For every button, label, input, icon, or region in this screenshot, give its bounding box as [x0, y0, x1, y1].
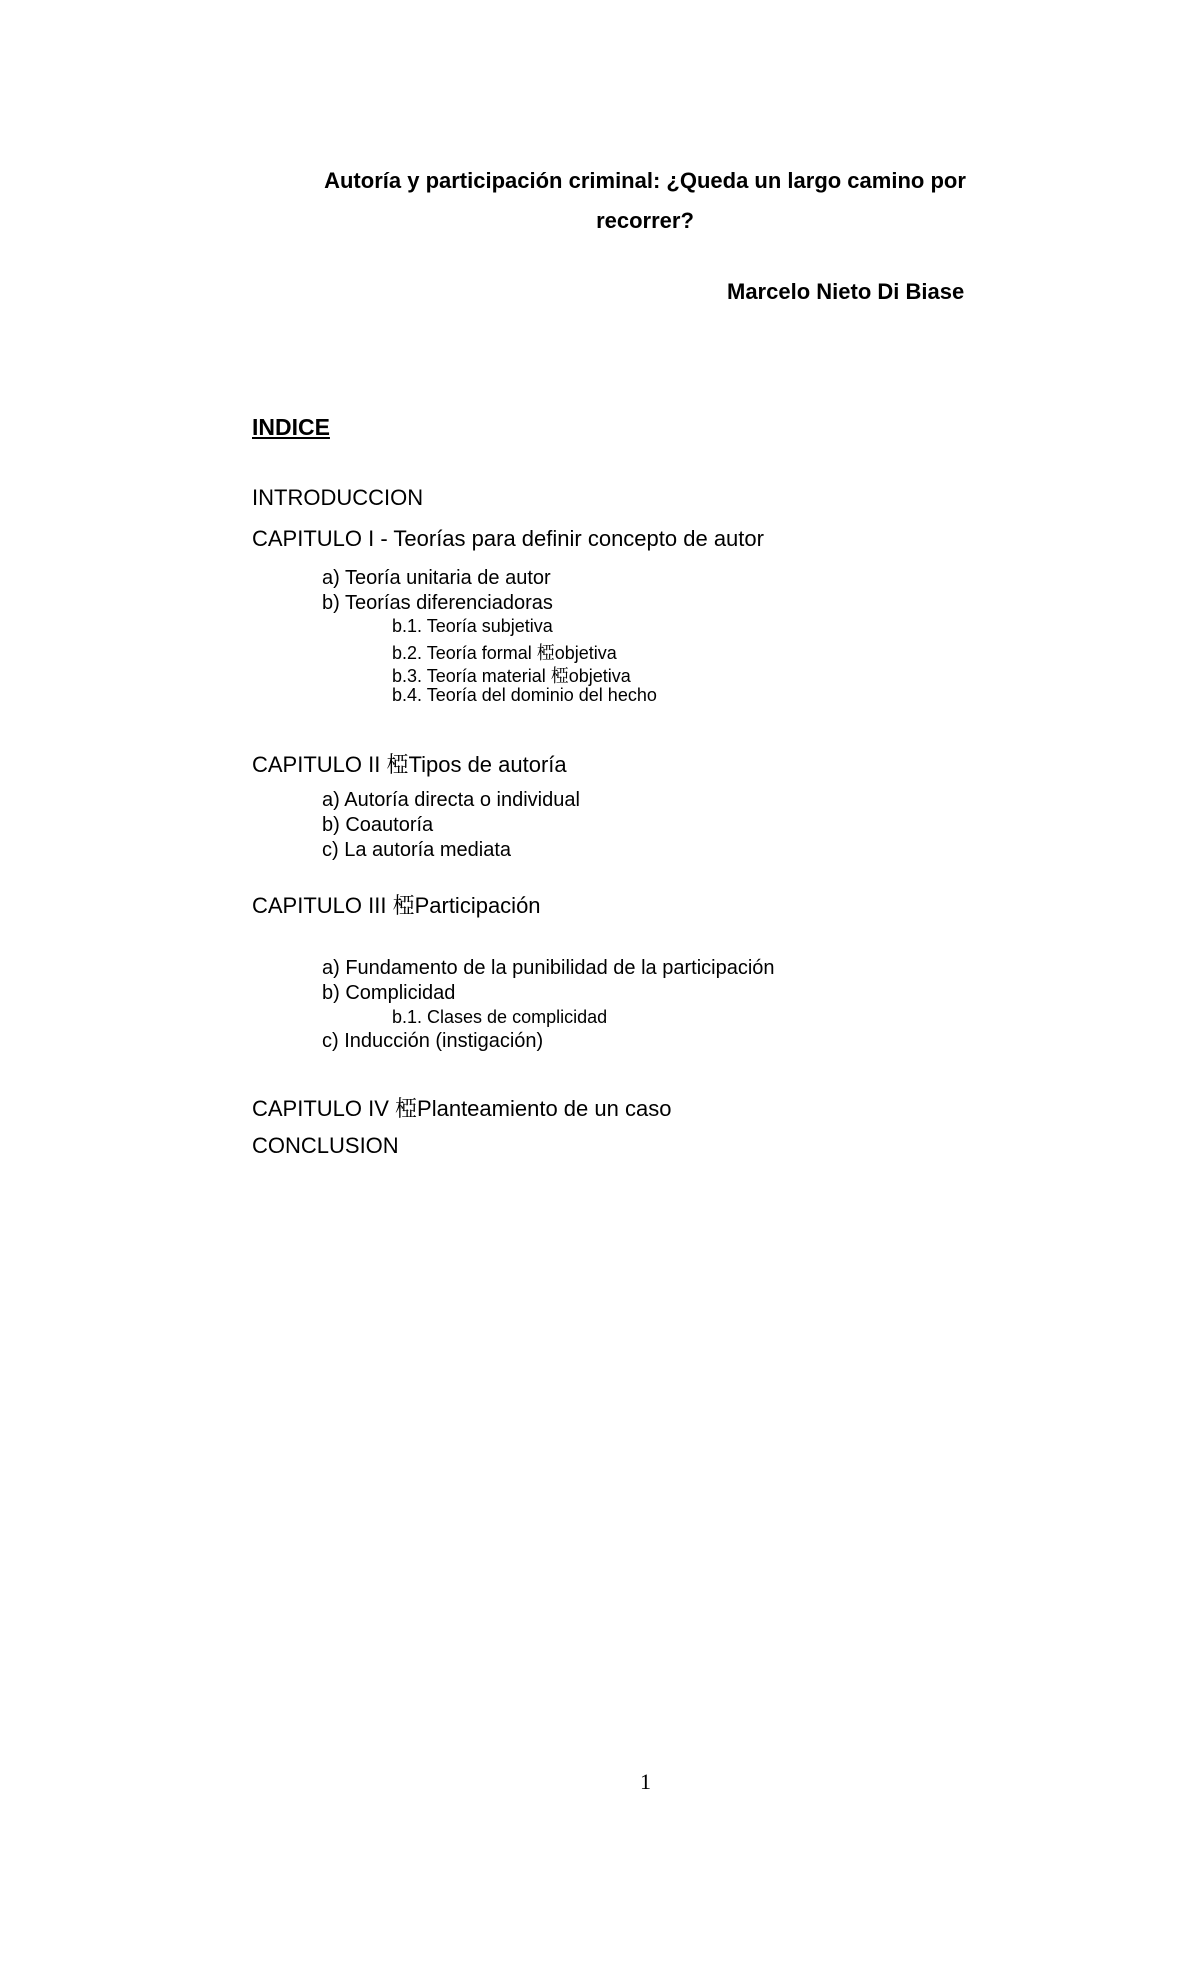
toc-cap2-c: c) La autoría mediata — [322, 839, 511, 861]
toc-cap1-b4: b.4. Teoría del dominio del hecho — [392, 685, 657, 705]
toc-cap3-c: c) Inducción (instigación) — [322, 1030, 544, 1052]
toc-cap1-b3: b.3. Teoría material 椏objetiva — [392, 666, 631, 686]
toc-capitulo-4: CAPITULO IV 椏Planteamiento de un caso — [252, 1096, 672, 1121]
toc-cap1-a: a) Teoría unitaria de autor — [322, 567, 551, 589]
toc-conclusion: CONCLUSION — [252, 1133, 399, 1158]
index-heading: INDICE — [252, 414, 330, 440]
toc-cap1-b: b) Teorías diferenciadoras — [322, 592, 553, 614]
toc-cap1-b2: b.2. Teoría formal 椏objetiva — [392, 643, 617, 663]
toc-capitulo-2: CAPITULO II 椏Tipos de autoría — [252, 752, 567, 777]
toc-capitulo-1: CAPITULO I - Teorías para definir concepto de autor — [252, 526, 764, 551]
document-author: Marcelo Nieto Di Biase — [727, 279, 965, 304]
toc-cap2-b: b) Coautoría — [322, 814, 434, 836]
document-title-line2: recorrer? — [596, 208, 694, 233]
document-title-line1: Autoría y participación criminal: ¿Queda un largo camino por — [324, 168, 966, 193]
page-number: 1 — [640, 1769, 651, 1794]
toc-cap2-a: a) Autoría directa o individual — [322, 789, 580, 811]
toc-capitulo-3: CAPITULO III 椏Participación — [252, 893, 541, 918]
toc-introduccion: INTRODUCCION — [252, 485, 424, 510]
toc-cap3-a: a) Fundamento de la punibilidad de la participación — [322, 957, 775, 979]
toc-cap3-b1: b.1. Clases de complicidad — [392, 1007, 608, 1027]
toc-cap1-b1: b.1. Teoría subjetiva — [392, 616, 553, 636]
toc-cap3-b: b) Complicidad — [322, 982, 456, 1004]
